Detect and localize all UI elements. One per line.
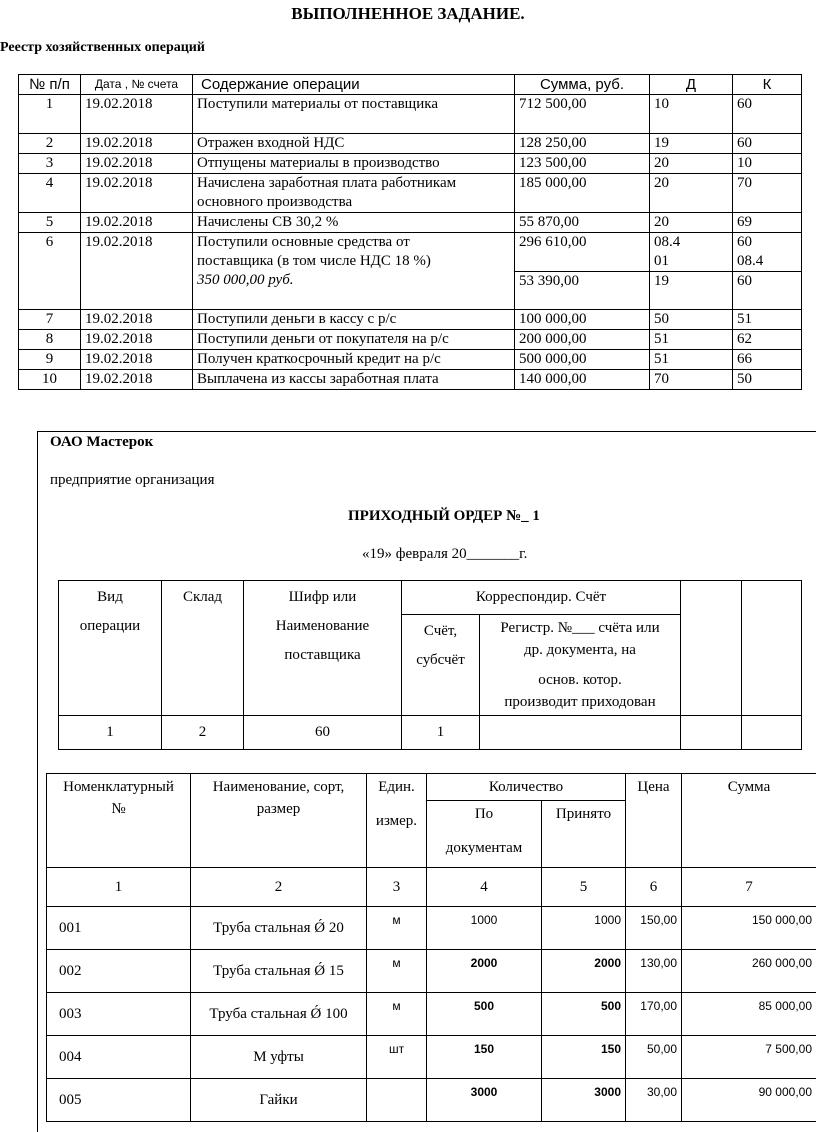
item-name: М уфты (191, 1036, 367, 1079)
header-sum: Сумма, руб. (515, 75, 650, 95)
item-unit: м (367, 907, 427, 950)
item-name: Труба стальная Ǿ 15 (191, 950, 367, 993)
row-credit: 51 (733, 310, 802, 330)
order-date: «19» февраля 20_______г. (362, 546, 527, 563)
header-label: измер. (369, 810, 424, 832)
value-cell: 1 (59, 716, 162, 750)
row-debit: 20 (650, 213, 733, 233)
row-debit (650, 233, 733, 272)
col-by-documents (427, 801, 542, 868)
row-credit: 60 (733, 134, 802, 154)
col-supplier-code (244, 581, 402, 716)
row-text-line: поставщика (в том числе НДС 18 %) (197, 252, 510, 271)
order-header-table (58, 580, 802, 750)
header-label: Регистр. №___ счёта или (482, 617, 678, 639)
table-row (19, 310, 802, 330)
item-nomenclature: 001 (47, 907, 191, 950)
item-nomenclature: 003 (47, 993, 191, 1036)
header-label: Номенклатурный (49, 776, 188, 798)
item-qty-doc: 2000 (427, 950, 542, 993)
row-credit: 70 (733, 174, 802, 213)
item-unit (367, 1079, 427, 1122)
item-qty-doc: 500 (427, 993, 542, 1036)
row-sum: 500 000,00 (515, 350, 650, 370)
row-text-line: основного производства (197, 193, 510, 212)
row-text (193, 174, 515, 213)
item-sum: 90 000,00 (682, 1079, 816, 1122)
row-text: Отпущены материалы в производство (193, 154, 515, 174)
page-title: ВЫПОЛНЕННОЕ ЗАДАНИЕ. (0, 4, 816, 24)
item-qty-accepted: 1000 (542, 907, 626, 950)
row-text-line: Начислена заработная плата работникам (197, 174, 510, 193)
item-sum: 7 500,00 (682, 1036, 816, 1079)
row-debit: 20 (650, 154, 733, 174)
value-cell (742, 716, 802, 750)
col-register-doc (480, 615, 681, 716)
row-date: 19.02.2018 (81, 154, 193, 174)
header-label: Един. (369, 776, 424, 798)
row-credit (733, 233, 802, 272)
row-credit: 60 (733, 95, 802, 134)
item-nomenclature: 004 (47, 1036, 191, 1079)
col-quantity: Количество (427, 774, 626, 801)
items-table (46, 773, 816, 1122)
item-nomenclature: 002 (47, 950, 191, 993)
item-name: Труба стальная Ǿ 100 (191, 993, 367, 1036)
header-label: субсчёт (404, 646, 477, 675)
table-row (19, 213, 802, 233)
row-debit: 70 (650, 370, 733, 390)
registry-header-row (19, 75, 802, 95)
col-price: Цена (626, 774, 682, 868)
row-text: Поступили деньги от покупателя на р/с (193, 330, 515, 350)
row-text: Получен краткосрочный кредит на р/с (193, 350, 515, 370)
item-unit: шт (367, 1036, 427, 1079)
row-credit: 62 (733, 330, 802, 350)
row-debit-line: 01 (654, 252, 728, 271)
column-number: 3 (367, 868, 427, 907)
items-header-row (47, 774, 816, 801)
row-date: 19.02.2018 (81, 330, 193, 350)
row-text (193, 233, 515, 310)
header-content: Содержание операции (193, 75, 515, 95)
row-credit: 50 (733, 370, 802, 390)
col-warehouse: Склад (162, 581, 244, 716)
row-num: 4 (19, 174, 81, 213)
value-cell: 60 (244, 716, 402, 750)
row-num: 10 (19, 370, 81, 390)
item-qty-accepted: 150 (542, 1036, 626, 1079)
table-row (19, 174, 802, 213)
col-accepted: Принято (542, 801, 626, 868)
row-sum: 200 000,00 (515, 330, 650, 350)
item-nomenclature: 005 (47, 1079, 191, 1122)
row-debit: 10 (650, 95, 733, 134)
col-corr-account: Корреспондир. Счёт (402, 581, 681, 615)
table-row (19, 350, 802, 370)
column-number: 1 (47, 868, 191, 907)
row-date: 19.02.2018 (81, 134, 193, 154)
table-row (19, 154, 802, 174)
column-number: 4 (427, 868, 542, 907)
row-credit: 60 (733, 272, 802, 310)
header-label: № (49, 798, 188, 820)
table-row (19, 233, 802, 272)
header-label: основ. котор. (482, 669, 678, 691)
col-nomenclature (47, 774, 191, 868)
organization-line: предприятие организация (50, 472, 214, 489)
row-sum: 128 250,00 (515, 134, 650, 154)
item-qty-accepted: 500 (542, 993, 626, 1036)
item-price: 30,00 (626, 1079, 682, 1122)
registry-table (18, 74, 802, 390)
row-text: Начислены СВ 30,2 % (193, 213, 515, 233)
row-credit-line: 08.4 (737, 252, 797, 271)
col-account-subaccount (402, 615, 480, 716)
row-num: 9 (19, 350, 81, 370)
row-num: 2 (19, 134, 81, 154)
row-text: Поступили материалы от поставщика (193, 95, 515, 134)
items-column-numbers (47, 868, 816, 907)
row-sum: 123 500,00 (515, 154, 650, 174)
header-debit: Д (650, 75, 733, 95)
row-text: Поступили деньги в кассу с р/с (193, 310, 515, 330)
row-debit: 19 (650, 134, 733, 154)
registry-subtitle: Реестр хозяйственных операций (0, 40, 205, 56)
row-date: 19.02.2018 (81, 350, 193, 370)
row-sum: 185 000,00 (515, 174, 650, 213)
item-price: 170,00 (626, 993, 682, 1036)
row-num: 1 (19, 95, 81, 134)
table-row (19, 95, 802, 134)
row-sum: 53 390,00 (515, 272, 650, 310)
table-row (47, 1036, 816, 1079)
company-name: ОАО Мастерок (50, 434, 153, 451)
column-number: 5 (542, 868, 626, 907)
item-unit: м (367, 993, 427, 1036)
header-label: Счёт, (404, 617, 477, 646)
row-num: 7 (19, 310, 81, 330)
item-unit: м (367, 950, 427, 993)
item-qty-accepted: 2000 (542, 950, 626, 993)
table-row (19, 370, 802, 390)
col-extra-2 (742, 581, 802, 716)
item-price: 150,00 (626, 907, 682, 950)
row-debit: 50 (650, 310, 733, 330)
header-label: документам (429, 837, 539, 859)
row-date: 19.02.2018 (81, 174, 193, 213)
value-cell (480, 716, 681, 750)
table-row (47, 1079, 816, 1122)
row-debit: 20 (650, 174, 733, 213)
row-credit-line: 60 (737, 233, 797, 252)
row-debit-line: 08.4 (654, 233, 728, 252)
row-date: 19.02.2018 (81, 213, 193, 233)
col-unit (367, 774, 427, 868)
item-sum: 150 000,00 (682, 907, 816, 950)
row-num: 3 (19, 154, 81, 174)
column-number: 6 (626, 868, 682, 907)
row-sum: 712 500,00 (515, 95, 650, 134)
header-date: Дата , № счета (81, 75, 193, 95)
item-price: 130,00 (626, 950, 682, 993)
row-text-line: 350 000,00 руб. (197, 271, 510, 290)
table-row (47, 907, 816, 950)
header-num: № п/п (19, 75, 81, 95)
table-row (19, 330, 802, 350)
row-credit: 66 (733, 350, 802, 370)
header-label: По (429, 803, 539, 825)
header-credit: К (733, 75, 802, 95)
column-number: 2 (191, 868, 367, 907)
header-label: Вид (61, 583, 159, 612)
item-qty-doc: 3000 (427, 1079, 542, 1122)
row-sum: 55 870,00 (515, 213, 650, 233)
header-label: Наименование (246, 612, 399, 641)
row-date: 19.02.2018 (81, 95, 193, 134)
item-sum: 260 000,00 (682, 950, 816, 993)
table-row (47, 993, 816, 1036)
header-label: Наименование, сорт, (193, 776, 364, 798)
row-num: 8 (19, 330, 81, 350)
header-label: операции (61, 612, 159, 641)
item-name: Гайки (191, 1079, 367, 1122)
row-text-line: Поступили основные средства от (197, 233, 510, 252)
row-num: 6 (19, 233, 81, 310)
item-qty-accepted: 3000 (542, 1079, 626, 1122)
row-debit: 51 (650, 350, 733, 370)
item-qty-doc: 1000 (427, 907, 542, 950)
header-label: размер (193, 798, 364, 820)
value-cell (681, 716, 742, 750)
row-debit: 51 (650, 330, 733, 350)
header-label: поставщика (246, 641, 399, 670)
row-debit: 19 (650, 272, 733, 310)
row-credit: 69 (733, 213, 802, 233)
table-row (19, 134, 802, 154)
row-date: 19.02.2018 (81, 233, 193, 310)
value-cell: 2 (162, 716, 244, 750)
header-label: производит приходован (482, 691, 678, 713)
item-price: 50,00 (626, 1036, 682, 1079)
row-text: Отражен входной НДС (193, 134, 515, 154)
order-values-row (59, 716, 802, 750)
row-date: 19.02.2018 (81, 310, 193, 330)
col-extra-1 (681, 581, 742, 716)
value-cell: 1 (402, 716, 480, 750)
row-sum: 140 000,00 (515, 370, 650, 390)
item-sum: 85 000,00 (682, 993, 816, 1036)
item-qty-doc: 150 (427, 1036, 542, 1079)
col-operation-type (59, 581, 162, 716)
column-number: 7 (682, 868, 816, 907)
row-num: 5 (19, 213, 81, 233)
row-sum: 296 610,00 (515, 233, 650, 272)
row-credit: 10 (733, 154, 802, 174)
header-label: Шифр или (246, 583, 399, 612)
col-name (191, 774, 367, 868)
order-title: ПРИХОДНЫЙ ОРДЕР №_ 1 (348, 508, 540, 525)
header-label: др. документа, на (482, 639, 678, 661)
row-sum: 100 000,00 (515, 310, 650, 330)
row-text: Выплачена из кассы заработная плата (193, 370, 515, 390)
row-date: 19.02.2018 (81, 370, 193, 390)
col-sum: Сумма (682, 774, 816, 868)
order-header-row (59, 581, 802, 615)
table-row (47, 950, 816, 993)
item-name: Труба стальная Ǿ 20 (191, 907, 367, 950)
